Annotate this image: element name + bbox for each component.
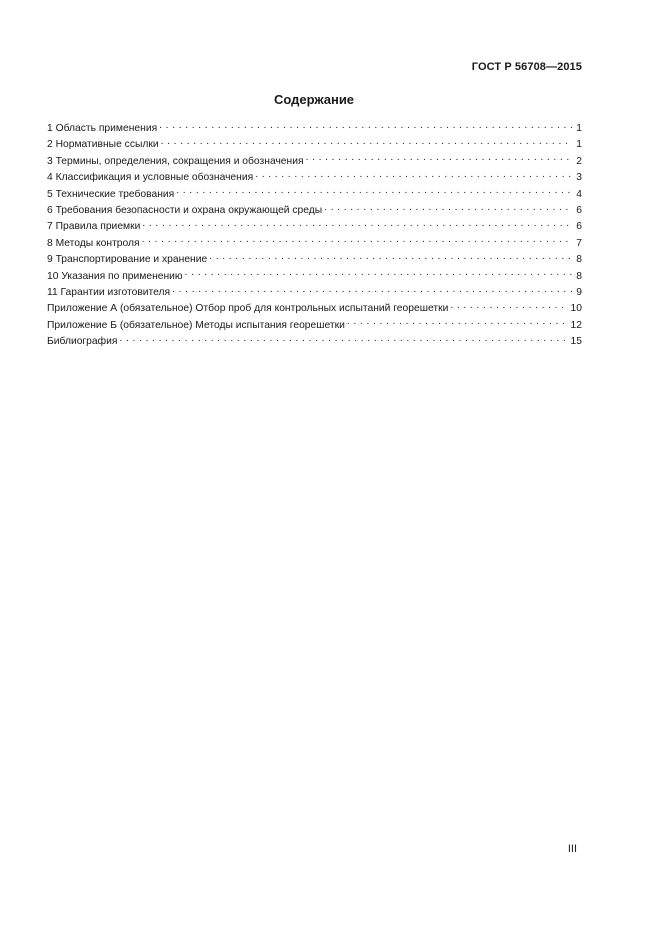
- toc-dot-leader: [119, 334, 566, 344]
- toc-entry-page: 8: [576, 270, 582, 282]
- toc-entry-label: 9 Транспортирование и хранение: [47, 254, 208, 266]
- toc-entry-label: Приложение А (обязательное) Отбор проб для контрольных испытаний георешетки: [47, 303, 449, 315]
- toc-dot-leader: [324, 203, 572, 213]
- toc-entry-page: 4: [576, 188, 582, 200]
- toc-entry-label: 6 Требования безопасности и охрана окружающей среды: [47, 204, 323, 216]
- toc-entry[interactable]: [47, 219, 582, 235]
- toc-entry-page: 3: [576, 172, 582, 184]
- toc-entry[interactable]: [47, 170, 582, 186]
- toc-entry-page: 8: [576, 254, 582, 266]
- toc-entry-label: 4 Классификация и условные обозначения: [47, 172, 254, 184]
- toc-entry[interactable]: [47, 334, 582, 350]
- toc-entry[interactable]: [47, 203, 582, 219]
- toc-dot-leader: [142, 236, 573, 246]
- toc-entry-page: 15: [570, 336, 582, 348]
- toc-entry-page: 2: [576, 155, 582, 167]
- toc-dot-leader: [185, 269, 573, 279]
- toc-entry-page: 1: [576, 139, 582, 151]
- toc-dot-leader: [306, 154, 573, 164]
- toc-entry[interactable]: [47, 137, 582, 153]
- toc-entry-page: 6: [576, 221, 582, 233]
- page-number: III: [567, 843, 577, 855]
- table-of-contents: [47, 121, 582, 350]
- toc-entry[interactable]: [47, 301, 582, 317]
- toc-dot-leader: [159, 121, 572, 131]
- toc-entry-page: 10: [570, 303, 582, 315]
- toc-dot-leader: [142, 219, 572, 229]
- toc-dot-leader: [255, 170, 572, 180]
- toc-dot-leader: [347, 318, 567, 328]
- toc-entry-page: 7: [576, 237, 582, 249]
- toc-entry-page: 9: [576, 286, 582, 298]
- toc-dot-leader: [450, 301, 566, 311]
- toc-entry[interactable]: [47, 269, 582, 285]
- toc-entry-label: 1 Область применения: [47, 123, 158, 134]
- toc-dot-leader: [161, 137, 573, 147]
- document-code: ГОСТ Р 56708—2015: [471, 61, 582, 73]
- toc-entry-page: 6: [576, 204, 582, 216]
- toc-entry[interactable]: [47, 236, 582, 252]
- toc-entry-label: 5 Технические требования: [47, 188, 175, 200]
- toc-title: Содержание: [273, 92, 355, 107]
- toc-entry[interactable]: [47, 318, 582, 334]
- toc-entry[interactable]: [47, 121, 582, 137]
- toc-entry[interactable]: [47, 187, 582, 203]
- toc-entry-label: 10 Указания по применению: [47, 270, 183, 282]
- toc-dot-leader: [176, 187, 572, 197]
- toc-entry-label: 11 Гарантии изготовителя: [47, 286, 171, 298]
- toc-entry-label: 2 Нормативные ссылки: [47, 139, 159, 151]
- toc-dot-leader: [209, 252, 572, 262]
- toc-entry[interactable]: [47, 252, 582, 268]
- toc-entry-label: Приложение Б (обязательное) Методы испытания георешетки: [47, 319, 345, 331]
- toc-entry[interactable]: [47, 285, 582, 301]
- toc-entry-label: 3 Термины, определения, сокращения и обозначения: [47, 155, 304, 167]
- toc-entry[interactable]: [47, 154, 582, 170]
- toc-entry-label: 8 Методы контроля: [47, 237, 140, 249]
- toc-entry-page: 12: [570, 319, 582, 331]
- toc-entry-label: 7 Правила приемки: [47, 221, 141, 233]
- toc-dot-leader: [172, 285, 572, 295]
- toc-entry-label: Библиография: [47, 336, 118, 348]
- toc-entry-page: 1: [576, 123, 582, 134]
